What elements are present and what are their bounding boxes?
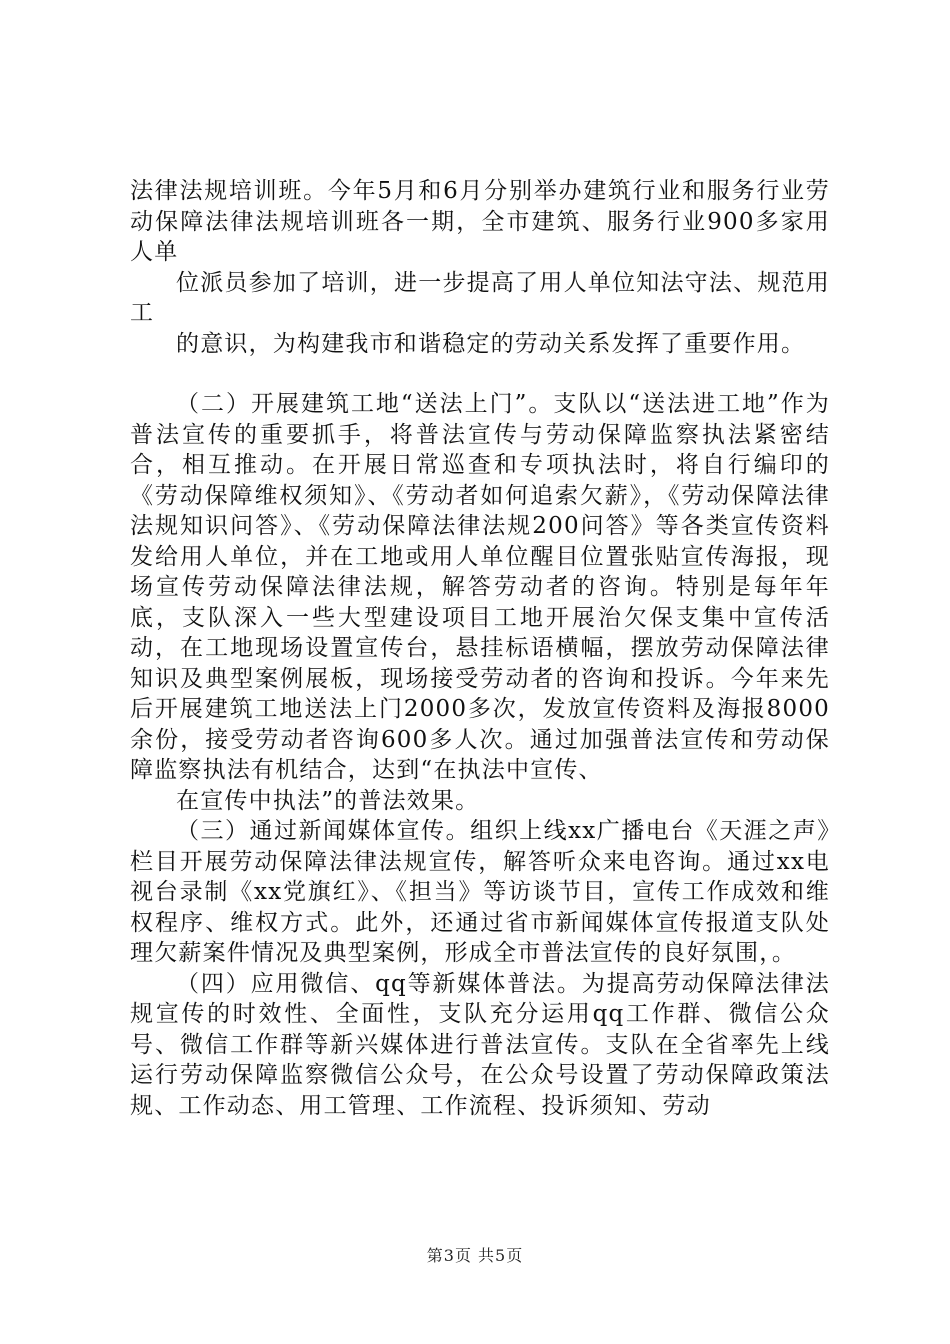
paragraph-section-two: （二）开展建筑工地“送法上门”。支队以“送法进工地”作为普法宣传的重要抓手，将普法宣传与劳动保障监察执法紧密结合，相互推动。在开展日常巡查和专项执法时，将自行编印的《劳动保障维权须知》、《劳动者如何追索欠薪》，《劳动保障法律法规知识问答》、《劳动保障法律法规200问答》等各类宣传资料发给用人单位，并在工地或用人单位醒目位置张贴宣传海报，现场宣传劳动保障法律法规，解答劳动者的咨询。特别是每年年底，支队深入一些大型建设项目工地开展治欠保支集中宣传活动，在工地现场设置宣传台，悬挂标语横幅，摆放劳动保障法律知识及典型案例展板，现场接受劳动者的咨询和投诉。今年来先后开展建筑工地送法上门2000多次，发放宣传资料及海报8000余份，接受劳动者咨询600多人次。通过加强普法宣传和劳动保障监察执法有机结合，达到“在执法中宣传、 <box>130 391 830 783</box>
paragraph-gap <box>130 359 830 389</box>
page-footer <box>0 1243 950 1266</box>
paragraph-participation: 位派员参加了培训，进一步提高了用人单位知法守法、规范用工 <box>130 269 830 326</box>
paragraph-awareness: 的意识，为构建我市和谐稳定的劳动关系发挥了重要作用。 <box>176 330 806 357</box>
paragraph-section-two-end: 在宣传中执法”的普法效果。 <box>176 787 480 814</box>
paragraph-training-continuation: 法律法规培训班。今年5月和6月分别举办建筑行业和服务行业劳动保障法律法规培训班各一期，全市建筑、服务行业900多家用人单 <box>130 178 830 265</box>
document-body <box>130 176 830 1121</box>
paragraph-section-four: （四）应用微信、qq等新媒体普法。为提高劳动保障法律法规宣传的时效性、全面性，支队充分运用qq工作群、微信公众号、微信工作群等新兴媒体进行普法宣传。支队在全省率先上线运行劳动保障监察微信公众号，在公众号设置了劳动保障政策法规、工作动态、用工管理、工作流程、投诉须知、劳动 <box>130 970 830 1119</box>
paragraph-section-three: （三）通过新闻媒体宣传。组织上线xx广播电台《天涯之声》栏目开展劳动保障法律法规宣传，解答听众来电咨询。通过xx电视台录制《xx党旗红》、《担当》等访谈节目，宣传工作成效和维权程序、维权方式。此外，还通过省市新闻媒体宣传报道支队处理欠薪案件情况及典型案例，形成全市普法宣传的良好氛围，。 <box>130 818 830 966</box>
page-number: 第3页 共5页 <box>426 1246 524 1265</box>
